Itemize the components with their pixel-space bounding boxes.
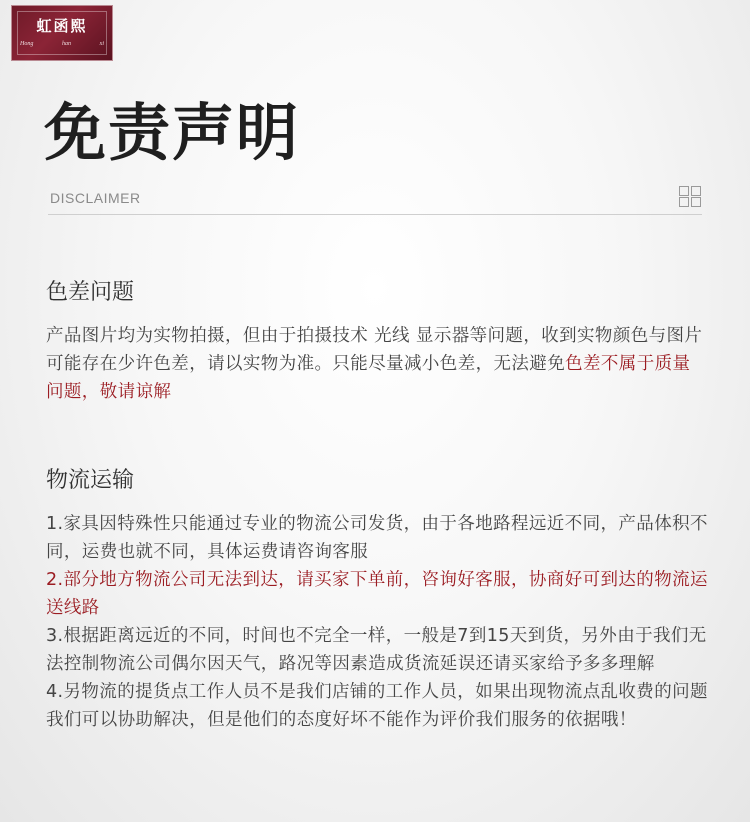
logo-romanization bbox=[20, 41, 104, 47]
section-heading-color-difference: 色差问题 bbox=[46, 280, 135, 305]
logistics-list bbox=[46, 510, 708, 734]
logistics-item-3: 3.根据距离远近的不同，时间也不完全一样，一般是7到15天到货，另外由于我们无法控制物流公司偶尔因天气，路况等因素造成货流延误还请买家给予多多理解 bbox=[46, 626, 707, 674]
logo-roman-2: han bbox=[62, 41, 71, 47]
logo-name: 虹函熙 bbox=[36, 17, 88, 35]
logistics-item-2: 2.部分地方物流公司无法到达，请买家下单前，咨询好客服，协商好可到达的物流运送线路 bbox=[46, 570, 708, 618]
grid-icon bbox=[679, 186, 701, 207]
logistics-item-4: 4.另物流的提货点工作人员不是我们店铺的工作人员，如果出现物流点乱收费的问题我们可以协助解决，但是他们的态度好坏不能作为评价我们服务的依据哦！ bbox=[46, 682, 708, 730]
logo-roman-1: Hong bbox=[20, 41, 34, 47]
logo-roman-3: xi bbox=[99, 41, 104, 47]
color-difference-body: 产品图片均为实物拍摄，但由于拍摄技术 光线 显示器等问题，收到实物颜色与图片可能存在少许色差，请以实物为准。只能尽量减小色差，无法避免 bbox=[46, 326, 703, 374]
section-heading-logistics: 物流运输 bbox=[46, 468, 135, 493]
color-difference-text bbox=[46, 322, 708, 406]
header-divider bbox=[48, 214, 702, 215]
logistics-item-1: 1.家具因特殊性只能通过专业的物流公司发货，由于各地路程远近不同，产品体积不同，运费也就不同，具体运费请咨询客服 bbox=[46, 514, 708, 562]
page-subtitle: DISCLAIMER bbox=[50, 190, 141, 206]
page-title: 免责声明 bbox=[44, 96, 301, 169]
brand-logo bbox=[11, 5, 113, 61]
color-difference-notice: 色差不属于质量问题，敬请谅解 bbox=[46, 354, 691, 402]
